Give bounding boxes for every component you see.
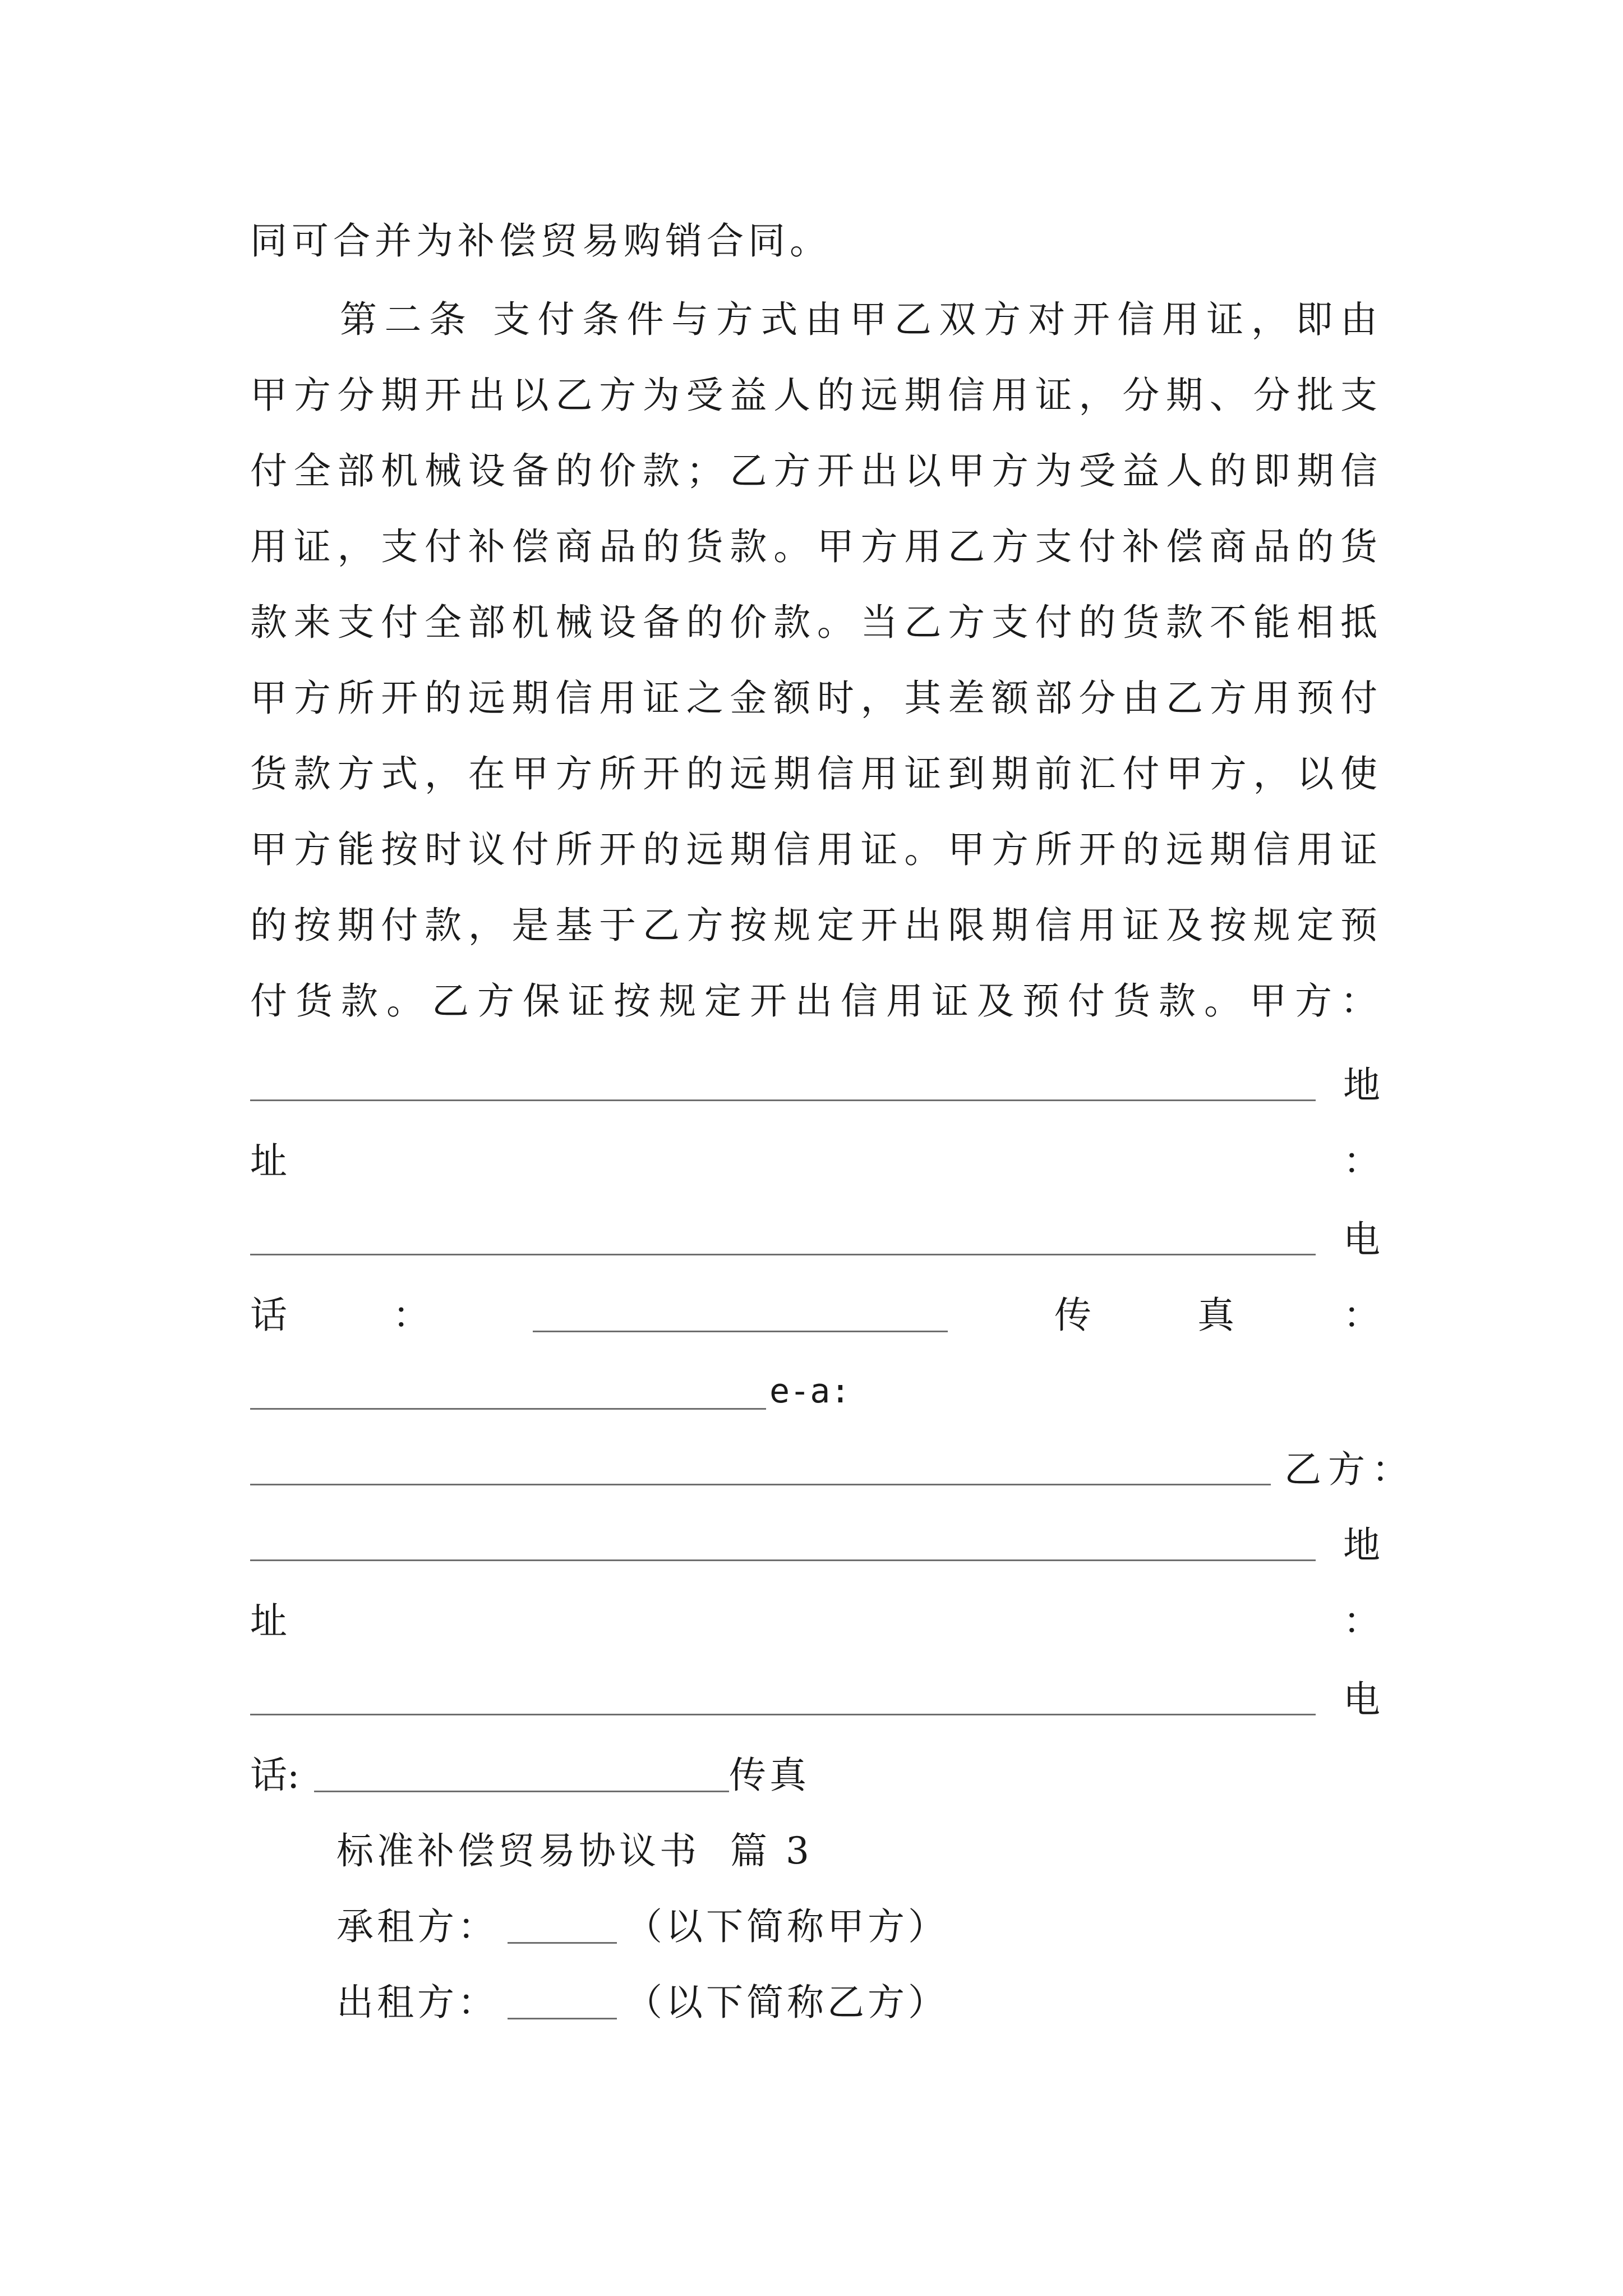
- lessee-blank: [508, 1942, 617, 1944]
- fax-char-2: 真: [1197, 1294, 1234, 1337]
- section-title: 标准补偿贸易协议书 篇 3: [336, 1829, 813, 1872]
- paragraph-line-7: 甲方所开的远期信用证之金额时，其差额部分由乙方用预付: [250, 677, 1377, 720]
- paragraph-line-4: 付全部机械设备的价款；乙方开出以甲方为受益人的即期信: [250, 449, 1377, 493]
- party-b-address-char-2: 址: [250, 1599, 287, 1642]
- lessee-label: 承租方：: [336, 1905, 498, 1948]
- paragraph-line-2: 第二条 支付条件与方式由甲乙双方对开信用证，即由: [340, 298, 1377, 341]
- party-b-phone-blank: [314, 1791, 729, 1792]
- phone-char-2: 话: [250, 1294, 287, 1337]
- party-b-address-blank: [250, 1714, 1316, 1715]
- address-char-1: 地: [1343, 1064, 1380, 1107]
- lessee-note: （以下简称甲方）: [625, 1905, 948, 1948]
- paragraph-line-1: 同可合并为补偿贸易购销合同。: [250, 219, 831, 263]
- lessor-note: （以下简称乙方）: [625, 1981, 948, 2024]
- paragraph-line-8: 货款方式，在甲方所开的远期信用证到期前汇付甲方，以使: [250, 752, 1377, 795]
- paragraph-line-6: 款来支付全部机械设备的价款。当乙方支付的货款不能相抵: [250, 601, 1377, 644]
- lessor-blank: [508, 2018, 617, 2019]
- party-b-address-char-1: 地: [1343, 1524, 1380, 1567]
- paragraph-line-9: 甲方能按时议付所开的远期信用证。甲方所开的远期信用证: [250, 828, 1377, 871]
- paragraph-line-5: 用证，支付补偿商品的货款。甲方用乙方支付补偿商品的货: [250, 525, 1377, 568]
- paragraph-line-11: 付货款。乙方保证按规定开出信用证及预付货款。甲方：: [250, 979, 1377, 1023]
- party-a-name-blank: [250, 1099, 1316, 1101]
- party-b-label: 乙方：: [1284, 1448, 1415, 1491]
- phone-char-1: 电: [1343, 1218, 1380, 1261]
- lessor-label: 出租方：: [336, 1981, 498, 2024]
- address-char-2: 址: [250, 1139, 287, 1182]
- party-a-fax-blank: [250, 1408, 766, 1410]
- paragraph-line-3: 甲方分期开出以乙方为受益人的远期信用证，分期、分批支: [250, 374, 1377, 417]
- address-colon: ：: [1343, 1139, 1380, 1182]
- party-b-address-colon: ：: [1343, 1599, 1380, 1642]
- email-label: e-a:: [769, 1372, 851, 1411]
- party-a-email-blank: [250, 1484, 1271, 1485]
- party-b-phone-char-1: 电: [1343, 1678, 1380, 1721]
- party-b-name-blank: [250, 1559, 1316, 1561]
- party-a-phone-blank: [533, 1331, 948, 1332]
- phone-colon: ：: [393, 1294, 430, 1337]
- fax-colon: ：: [1343, 1294, 1380, 1337]
- paragraph-line-10: 的按期付款，是基于乙方按规定开出限期信用证及按规定预: [250, 904, 1377, 947]
- party-b-phone-label: 话:: [250, 1754, 300, 1797]
- party-b-fax-label: 传真: [729, 1754, 810, 1797]
- party-a-address-blank: [250, 1254, 1316, 1255]
- fax-char-1: 传: [1054, 1294, 1091, 1337]
